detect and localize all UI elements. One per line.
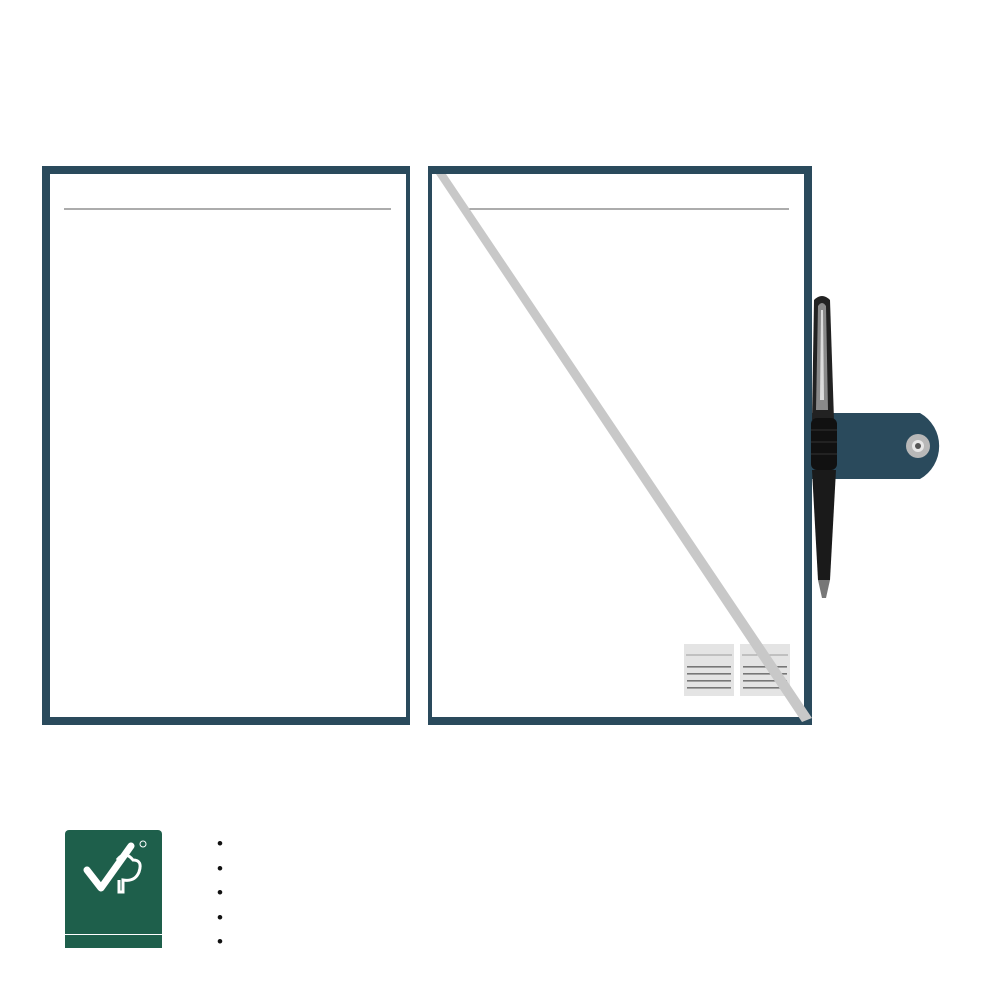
- technical-item: [217, 857, 597, 882]
- details: [627, 830, 937, 832]
- technical-item: [217, 881, 597, 906]
- pen-illustration: [811, 296, 837, 598]
- technical-item: [217, 930, 597, 955]
- technical-data: [217, 830, 597, 955]
- technical-item: [217, 906, 597, 931]
- technical-item: [217, 832, 597, 857]
- fsc-license-code: [65, 934, 162, 948]
- left-page: [50, 174, 406, 717]
- mini-calendar-october: [684, 644, 734, 696]
- fsc-tree-check-icon: [65, 830, 162, 902]
- fsc-badge: [65, 830, 162, 947]
